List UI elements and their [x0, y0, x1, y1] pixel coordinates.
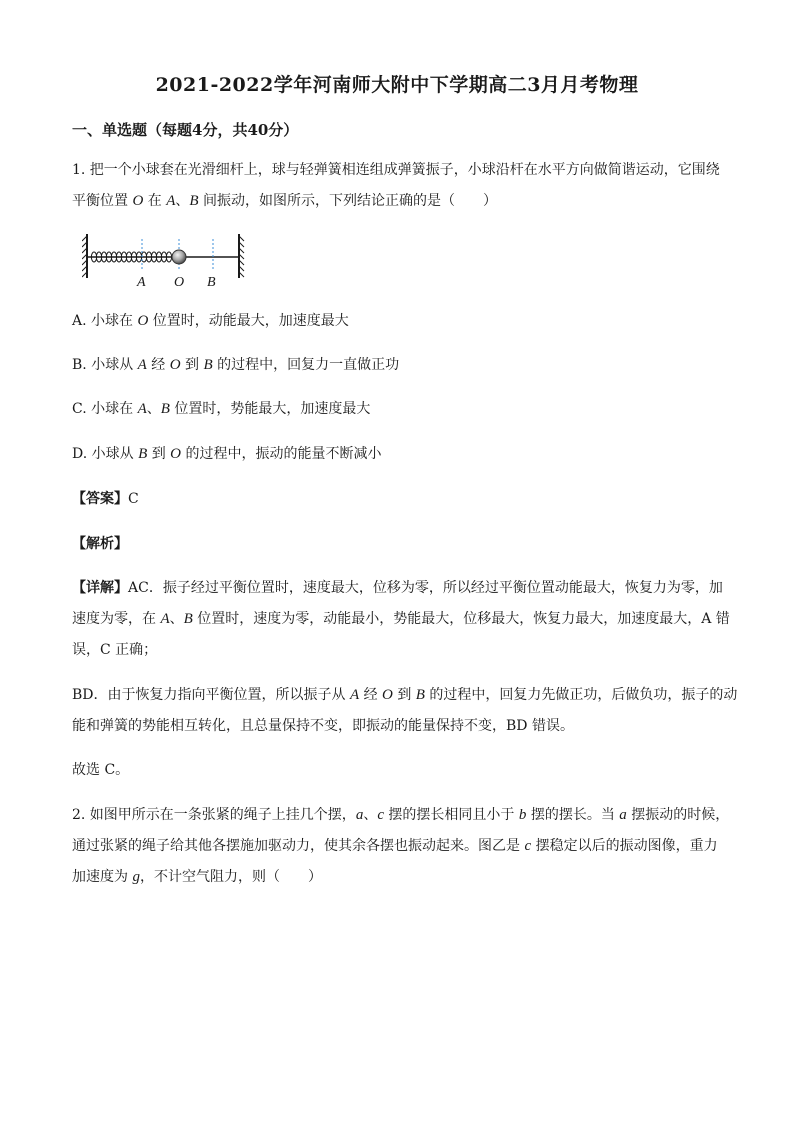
ball — [172, 250, 186, 264]
q1-stem-line1: 1. 把一个小球套在光滑细杆上，球与轻弹簧相连组成弹簧振子，小球沿杆在水平方向做简谐运动，它围绕 — [72, 162, 720, 178]
spring-oscillator-diagram — [82, 232, 248, 290]
spring-oscillator-figure — [82, 232, 248, 290]
q1-option-c: C. 小球在 A、B 位置时，势能最大，加速度最大 — [72, 401, 371, 417]
q1-answer — [72, 489, 732, 509]
q1-option-d: D. 小球从 B 到 O 的过程中，振动的能量不断减小 — [72, 446, 382, 462]
q2-stem-line2: 通过张紧的绳子给其他各摆施加驱动力，使其余各摆也振动起来。图乙是 c 摆稳定以后的振动图像，重力 — [72, 838, 718, 854]
label-b: B — [207, 275, 216, 290]
label-a: A — [137, 275, 146, 290]
q1-option-b: B. 小球从 A 经 O 到 B 的过程中，回复力一直做正功 — [72, 357, 400, 373]
q1-analysis-heading: 【解析】 — [72, 536, 128, 552]
q1-conclusion: 故选 C。 — [72, 762, 130, 778]
q2-stem-line3: 加速度为 g，不计空气阻力，则（ ） — [72, 869, 322, 885]
q1-detail-line4: BD．由于恢复力指向平衡位置，所以振子从 A 经 O 到 B 的过程中，回复力先做正功，后做负功，振子的动 — [72, 687, 738, 703]
q1-option-a: A. 小球在 O 位置时，动能最大，加速度最大 — [72, 313, 349, 329]
section-heading: 一、单选题（每题4分，共40分） — [72, 121, 299, 139]
answer-tag: 【答案】 — [72, 491, 128, 507]
q1-detail-line3: 误，C 正确； — [72, 642, 158, 658]
detail-tag: 【详解】 — [72, 580, 128, 596]
q1-detail-line5: 能和弹簧的势能相互转化，且总量保持不变，即振动的能量保持不变，BD 错误。 — [72, 718, 574, 734]
answer-value: C — [128, 491, 139, 507]
q1-detail-line2: 速度为零，在 A、B 位置时，速度为零，动能最小，势能最大，位移最大，恢复力最大，加速度最大，A 错 — [72, 611, 730, 627]
label-o: O — [174, 275, 185, 290]
q1-detail-line1: 【详解】AC．振子经过平衡位置时，速度最大，位移为零，所以经过平衡位置动能最大，恢复力为零，加 — [72, 580, 723, 596]
q2-stem-line1: 2. 如图甲所示在一条张紧的绳子上挂几个摆，a、c 摆的摆长相同且小于 b 摆的摆长。当 a 摆振动的时候， — [72, 807, 730, 823]
q1-stem-line2: 平衡位置 O 在 A、B 间振动，如图所示，下列结论正确的是（ ） — [72, 193, 497, 209]
page-title: 2021-2022学年河南师大附中下学期高二3月月考物理 — [155, 74, 639, 96]
